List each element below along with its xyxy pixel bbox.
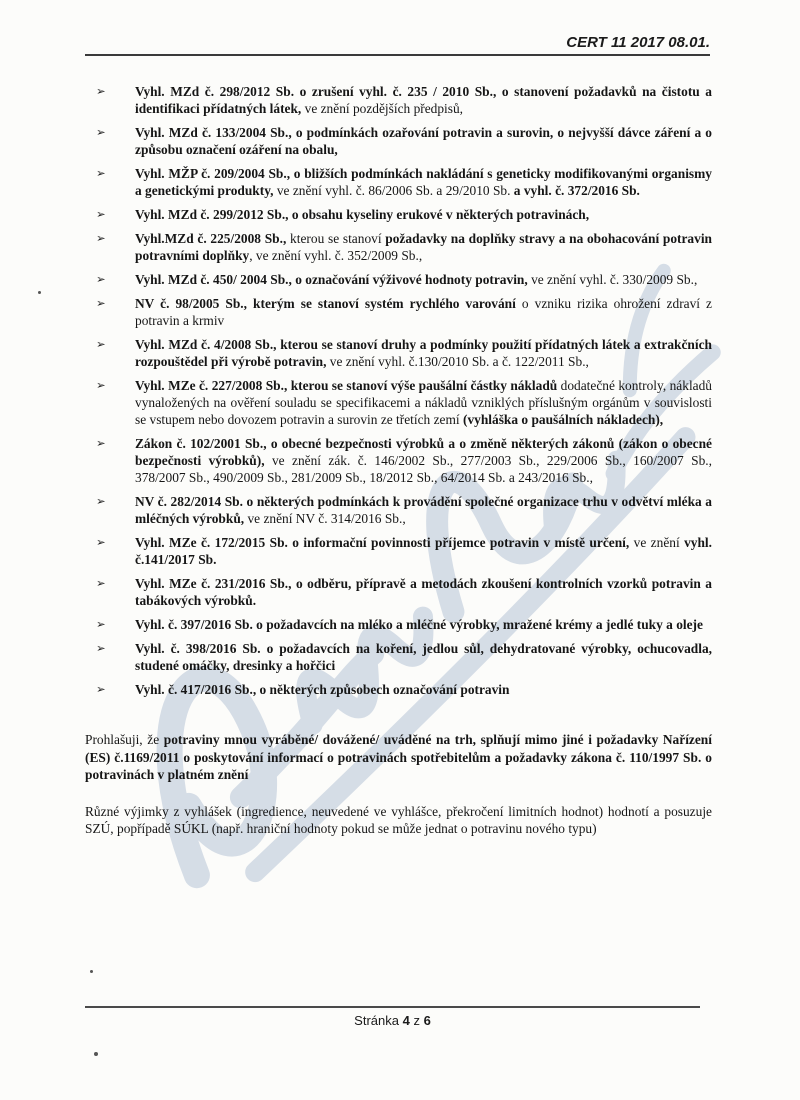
arrow-bullet-icon: ➢ <box>96 641 106 655</box>
footer-page-total: 6 <box>423 1013 431 1028</box>
list-item <box>85 336 712 370</box>
arrow-bullet-icon: ➢ <box>96 535 106 549</box>
list-item-text: Vyhl. MZe č. 172/2015 Sb. o informační povinnosti příjemce potravin v místě určení, ve znění vyhl. č.141/2017 Sb. <box>135 535 712 567</box>
list-item <box>85 206 712 223</box>
list-item <box>85 83 712 117</box>
footer-page-current: 4 <box>402 1013 410 1028</box>
list-item-text: Vyhl. MŽP č. 209/2004 Sb., o bližších podmínkách nakládání s geneticky modifikovanými organismy a genetickými produkty, ve znění vyhl. č. 86/2006 Sb. a 29/2010 Sb. a vyhl. č. 372/2016 Sb. <box>135 166 712 198</box>
arrow-bullet-icon: ➢ <box>96 166 106 180</box>
list-item-text: Vyhl. č. 398/2016 Sb. o požadavcích na koření, jedlou sůl, dehydratované výrobky, ochucovadla, studené omáčky, dresinky a hořčici <box>135 641 712 673</box>
list-item-text: NV č. 282/2014 Sb. o některých podmínkách k provádění společné organizace trhu v odvětví mléka a mléčných výrobků, ve znění NV č. 314/2016 Sb., <box>135 494 712 526</box>
list-item-text: Vyhl. č. 397/2016 Sb. o požadavcích na mléko a mléčné výrobky, mražené krémy a jedlé tuky a oleje <box>135 617 703 632</box>
arrow-bullet-icon: ➢ <box>96 617 106 631</box>
list-item-text: Vyhl.MZd č. 225/2008 Sb., kterou se stanoví požadavky na doplňky stravy a na obohacování potravin potravními doplňky, ve znění vyhl. č. 352/2009 Sb., <box>135 231 712 263</box>
footer-rule <box>85 1006 700 1008</box>
list-item <box>85 377 712 428</box>
list-item <box>85 493 712 527</box>
list-item-text: Vyhl. MZd č. 298/2012 Sb. o zrušení vyhl. č. 235 / 2010 Sb., o stanovení požadavků na čistotu a identifikaci přídatných látek, ve znění pozdějších předpisů, <box>135 84 712 116</box>
list-item-text: Vyhl. MZe č. 227/2008 Sb., kterou se stanoví výše paušální částky nákladů dodatečné kontroly, nákladů vynaložených na ověření souladu se specifikacemi a nákladů vzniklých příslušným orgánům v souvislosti se vstupem nebo dovozem potravin a surovin ze třetích zemí (vyhláška o paušálních nákladech), <box>135 378 712 427</box>
header-rule <box>85 54 710 56</box>
page-number <box>85 1013 700 1028</box>
list-item <box>85 271 712 288</box>
doc-code-header <box>0 0 800 51</box>
arrow-bullet-icon: ➢ <box>96 378 106 392</box>
list-item <box>85 435 712 486</box>
arrow-bullet-icon: ➢ <box>96 272 106 286</box>
list-item-text: Vyhl. č. 417/2016 Sb., o některých způsobech označování potravin <box>135 682 510 697</box>
list-item <box>85 534 712 568</box>
scan-speck <box>90 970 93 973</box>
paragraph: Prohlašuji, že potraviny mnou vyráběné/ dovážené/ uváděné na trh, splňují mimo jiné i požadavky Nařízení (ES) č.1169/2011 o poskytování informací o potravinách spotřebitelům a požadavky zákona č. 110/1997 Sb. o potravinách v platném znění <box>85 732 712 782</box>
list-item <box>85 165 712 199</box>
list-item-text: Zákon č. 102/2001 Sb., o obecné bezpečnosti výrobků a o změně některých zákonů (zákon o obecné bezpečnosti výrobků), ve znění zák. č. 146/2002 Sb., 277/2003 Sb., 229/2006 Sb., 160/2007 Sb., 378/2007 Sb., 490/2009 Sb., 281/2009 Sb., 18/2012 Sb., 64/2014 Sb. a 243/2016 Sb., <box>135 436 712 485</box>
doc-code-text: CERT 11 2017 08.01. <box>566 34 710 51</box>
footer-of-word: z <box>413 1013 420 1028</box>
list-item <box>85 230 712 264</box>
arrow-bullet-icon: ➢ <box>96 125 106 139</box>
list-item <box>85 640 712 674</box>
arrow-bullet-icon: ➢ <box>96 576 106 590</box>
list-item-text: Vyhl. MZd č. 299/2012 Sb., o obsahu kyseliny erukové v některých potravinách, <box>135 207 590 222</box>
list-item-text: NV č. 98/2005 Sb., kterým se stanoví systém rychlého varování o vzniku rizika ohrožení zdraví z potravin a krmiv <box>135 296 712 328</box>
list-item-text: Vyhl. MZd č. 450/ 2004 Sb., o označování výživové hodnoty potravin, ve znění vyhl. č. 330/2009 Sb., <box>135 272 698 287</box>
arrow-bullet-icon: ➢ <box>96 494 106 508</box>
page-footer <box>85 1006 700 1028</box>
scan-speck <box>38 291 41 294</box>
list-item-text: Vyhl. MZe č. 231/2016 Sb., o odběru, přípravě a metodách zkoušení kontrolních vzorků potravin a tabákových výrobků. <box>135 576 712 608</box>
arrow-bullet-icon: ➢ <box>96 296 106 310</box>
list-item <box>85 616 712 633</box>
arrow-bullet-icon: ➢ <box>96 231 106 245</box>
declaration-paragraphs <box>85 731 712 838</box>
list-item <box>85 681 712 698</box>
paragraph: Různé výjimky z vyhlášek (ingredience, neuvedené ve vyhlášce, překročení limitních hodnot) hodnotí a posuzuje SZÚ, popřípadě SÚKL (např. hraniční hodnoty pokud se může jednat o potravinu nového typu) <box>85 803 712 836</box>
list-item <box>85 295 712 329</box>
list-item <box>85 124 712 158</box>
regulation-list <box>85 83 712 698</box>
arrow-bullet-icon: ➢ <box>96 84 106 98</box>
arrow-bullet-icon: ➢ <box>96 436 106 450</box>
arrow-bullet-icon: ➢ <box>96 207 106 221</box>
arrow-bullet-icon: ➢ <box>96 337 106 351</box>
scan-speck <box>94 1052 98 1056</box>
footer-label: Stránka <box>354 1013 399 1028</box>
list-item-text: Vyhl. MZd č. 133/2004 Sb., o podmínkách ozařování potravin a surovin, o nejvyšší dávce záření a o způsobu označení ozáření na obalu, <box>135 125 712 157</box>
list-item <box>85 575 712 609</box>
list-item-text: Vyhl. MZd č. 4/2008 Sb., kterou se stanoví druhy a podmínky použití přídatných látek a extrakčních rozpouštědel při výrobě potravin, ve znění vyhl. č.130/2010 Sb. a č. 122/2011 Sb., <box>135 337 712 369</box>
arrow-bullet-icon: ➢ <box>96 682 106 696</box>
